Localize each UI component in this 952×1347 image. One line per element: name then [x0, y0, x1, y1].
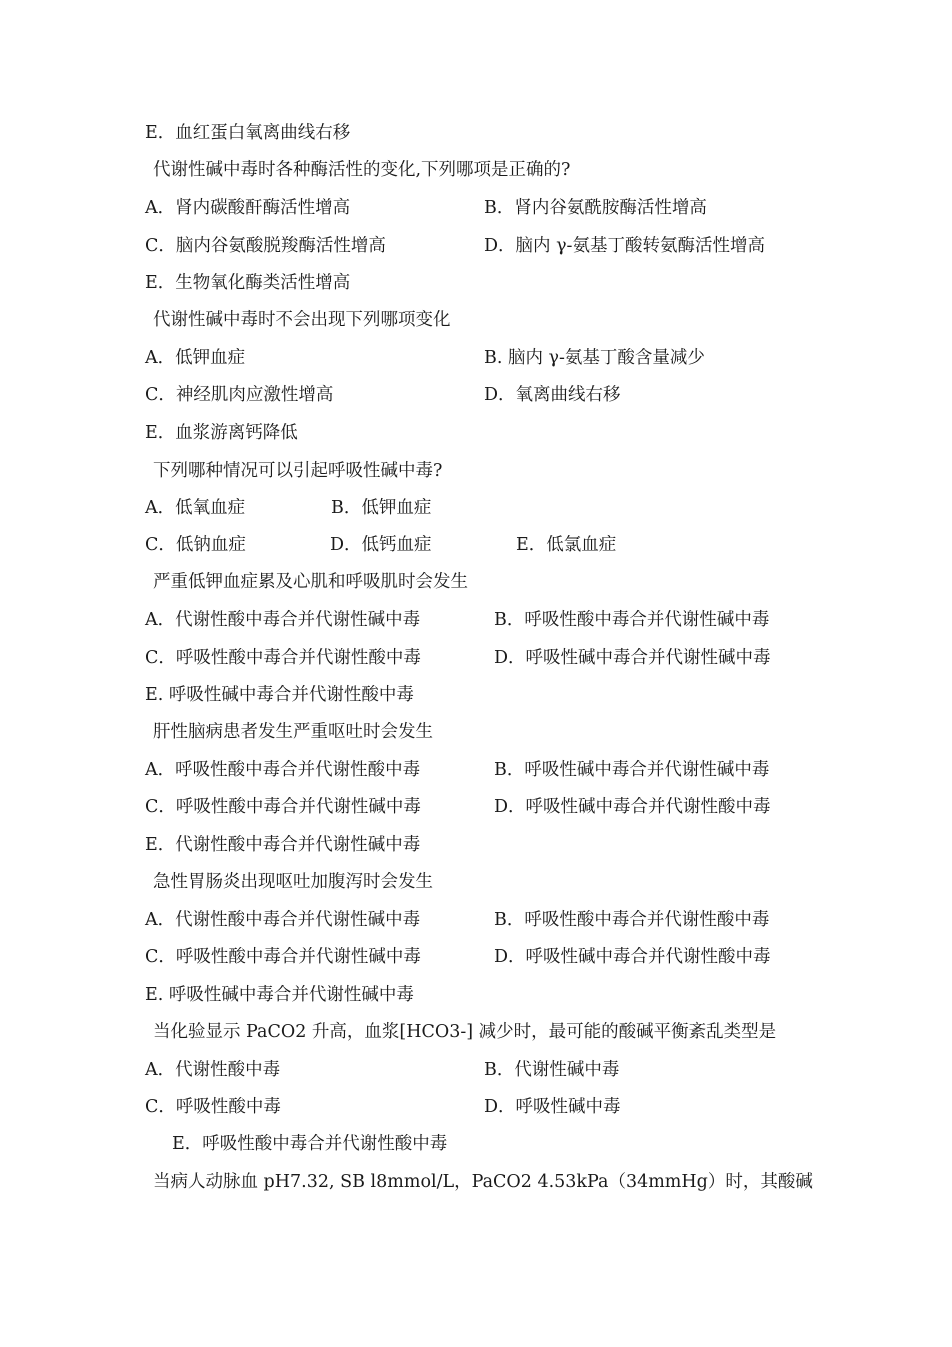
option-e: E. 呼吸性碱中毒合并代谢性酸中毒 [145, 685, 414, 705]
option-b: B. 脑内 γ-氨基丁酸含量减少 [484, 348, 705, 368]
option-b: B．呼吸性酸中毒合并代谢性酸中毒 [494, 910, 770, 930]
option-b: B．呼吸性酸中毒合并代谢性碱中毒 [494, 610, 770, 630]
option-b: B．肾内谷氨酰胺酶活性增高 [484, 198, 707, 218]
option-e: E．呼吸性酸中毒合并代谢性酸中毒 [172, 1134, 448, 1154]
option-a: A．代谢性酸中毒合并代谢性碱中毒 [145, 910, 421, 930]
option-a: A．代谢性酸中毒 [145, 1060, 281, 1080]
option-e: E．生物氧化酶类活性增高 [145, 273, 351, 293]
option-c: C．呼吸性酸中毒 [145, 1097, 281, 1117]
option-a: A．低氧血症 [145, 498, 246, 518]
option-d: D．呼吸性碱中毒合并代谢性酸中毒 [494, 947, 771, 967]
option-b: B．代谢性碱中毒 [484, 1060, 620, 1080]
question-respiratory-alkalosis: 下列哪种情况可以引起呼吸性碱中毒? [153, 461, 443, 481]
option-c: C．呼吸性酸中毒合并代谢性碱中毒 [145, 947, 421, 967]
option-a: A．呼吸性酸中毒合并代谢性酸中毒 [145, 760, 421, 780]
option-a: A．肾内碳酸酐酶活性增高 [145, 198, 351, 218]
option-c: C．脑内谷氨酸脱羧酶活性增高 [145, 236, 386, 256]
question-no-change: 代谢性碱中毒时不会出现下列哪项变化 [153, 310, 451, 330]
question-gastroenteritis: 急性胃肠炎出现呕吐加腹泻时会发生 [153, 872, 433, 892]
option-a: A．代谢性酸中毒合并代谢性碱中毒 [145, 610, 421, 630]
option-c: C．呼吸性酸中毒合并代谢性酸中毒 [145, 648, 421, 668]
option-b: B．低钾血症 [331, 498, 432, 518]
option-c: C．神经肌肉应激性增高 [145, 385, 334, 405]
option-e: E．血浆游离钙降低 [145, 423, 298, 443]
option-a: A．低钾血症 [145, 348, 246, 368]
option-e: E. 呼吸性碱中毒合并代谢性碱中毒 [145, 985, 414, 1005]
question-arterial-blood: 当病人动脉血 pH7.32, SB l8mmol/L，PaCO2 4.53kPa（34mmHg）时，其酸碱 [153, 1172, 813, 1192]
question-hepatic-encephalopathy: 肝性脑病患者发生严重呕吐时会发生 [153, 722, 433, 742]
option-d: D．呼吸性碱中毒 [484, 1097, 621, 1117]
option-c: C．低钠血症 [145, 535, 246, 555]
option-d: D．呼吸性碱中毒合并代谢性酸中毒 [494, 797, 771, 817]
option-c: C．呼吸性酸中毒合并代谢性碱中毒 [145, 797, 421, 817]
option-b: B．呼吸性碱中毒合并代谢性碱中毒 [494, 760, 770, 780]
question-enzyme-activity: 代谢性碱中毒时各种酶活性的变化,下列哪项是正确的? [153, 160, 571, 180]
question-hypokalemia: 严重低钾血症累及心肌和呼吸肌时会发生 [153, 572, 468, 592]
option-d: D．脑内 γ-氨基丁酸转氨酶活性增高 [484, 236, 765, 256]
question-paco2-hco3: 当化验显示 PaCO2 升高，血浆[HCO3-] 减少时，最可能的酸碱平衡紊乱类型是 [153, 1022, 777, 1042]
option-d: D．氧离曲线右移 [484, 385, 621, 405]
option-e: E．代谢性酸中毒合并代谢性碱中毒 [145, 835, 421, 855]
option-e: E．低氯血症 [516, 535, 617, 555]
option-e-prev: E．血红蛋白氧离曲线右移 [145, 123, 351, 143]
option-d: D．呼吸性碱中毒合并代谢性碱中毒 [494, 648, 771, 668]
option-d: D．低钙血症 [330, 535, 432, 555]
